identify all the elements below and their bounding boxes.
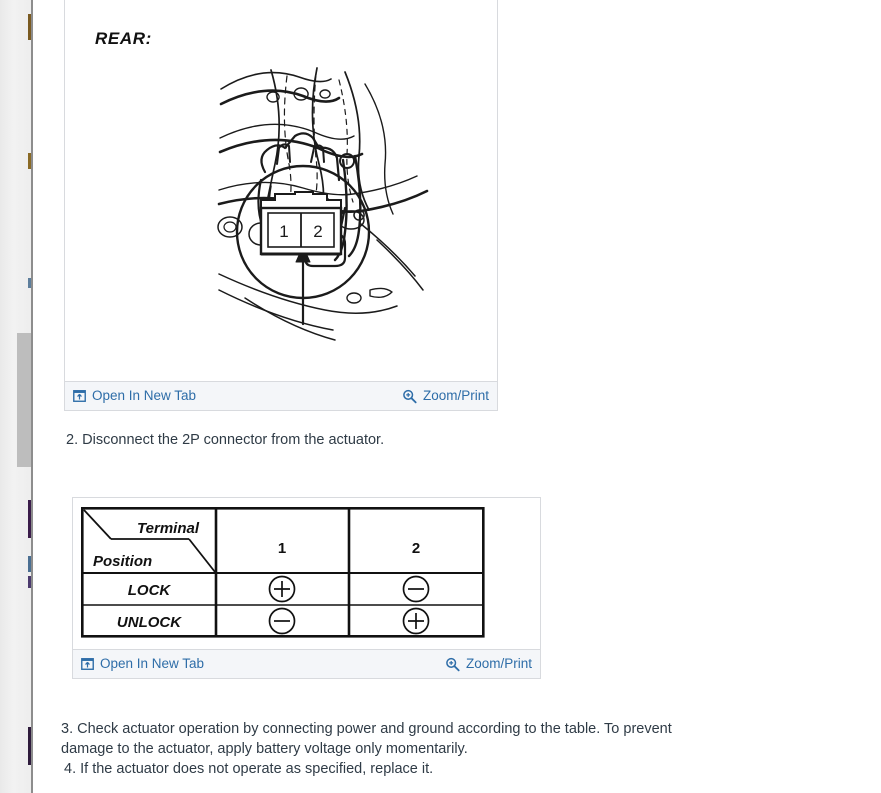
zoom-print-label: Zoom/Print bbox=[465, 656, 532, 672]
table-corner-label-terminal: Terminal bbox=[137, 520, 199, 537]
zoom-print-button-rear[interactable] bbox=[402, 389, 489, 404]
connector-pin-1-label: 1 bbox=[279, 222, 289, 241]
rear-actuator-line-drawing bbox=[65, 0, 497, 380]
open-in-new-tab-button-rear[interactable] bbox=[73, 389, 196, 403]
table-column-header-1: 1 bbox=[277, 540, 287, 557]
open-in-new-tab-label: Open In New Tab bbox=[100, 656, 205, 672]
open-in-new-tab-button-table[interactable] bbox=[81, 657, 204, 671]
magnifier-plus-icon bbox=[445, 657, 460, 672]
figure-footer-rear bbox=[65, 381, 497, 410]
figure-card-rear-actuator bbox=[64, 0, 498, 411]
left-gutter-panel bbox=[0, 0, 33, 793]
step-4-paragraph: 4. If the actuator does not operate as specified, replace it. bbox=[64, 761, 434, 777]
open-in-new-tab-icon bbox=[81, 658, 94, 670]
open-in-new-tab-label: Open In New Tab bbox=[92, 388, 197, 404]
table-corner-label-position: Position bbox=[93, 553, 153, 570]
table-row-label-lock: LOCK bbox=[127, 582, 171, 599]
figure-card-terminal-table bbox=[72, 497, 541, 679]
figure-image-rear-actuator[interactable] bbox=[65, 0, 497, 380]
figure-image-terminal-table[interactable] bbox=[73, 498, 540, 646]
document-page bbox=[33, 0, 881, 793]
terminal-position-table-drawing bbox=[81, 507, 485, 638]
figure-footer-terminal-table bbox=[73, 649, 540, 678]
magnifier-plus-icon bbox=[402, 389, 417, 404]
step-3-paragraph: 3. Check actuator operation by connecting power and ground according to the table. To prevent damage to the actuator, apply battery voltage only momentarily. bbox=[61, 721, 676, 757]
zoom-print-button-table[interactable] bbox=[445, 657, 532, 672]
open-in-new-tab-icon bbox=[73, 390, 86, 402]
vertical-scrollbar-thumb[interactable] bbox=[17, 333, 31, 467]
step-2-paragraph: 2. Disconnect the 2P connector from the actuator. bbox=[66, 432, 385, 448]
table-column-header-2: 2 bbox=[411, 540, 421, 557]
zoom-print-label: Zoom/Print bbox=[422, 388, 489, 404]
figure-heading-rear: REAR: bbox=[95, 29, 152, 48]
table-row-label-unlock: UNLOCK bbox=[116, 614, 182, 631]
connector-pin-2-label: 2 bbox=[313, 222, 323, 241]
